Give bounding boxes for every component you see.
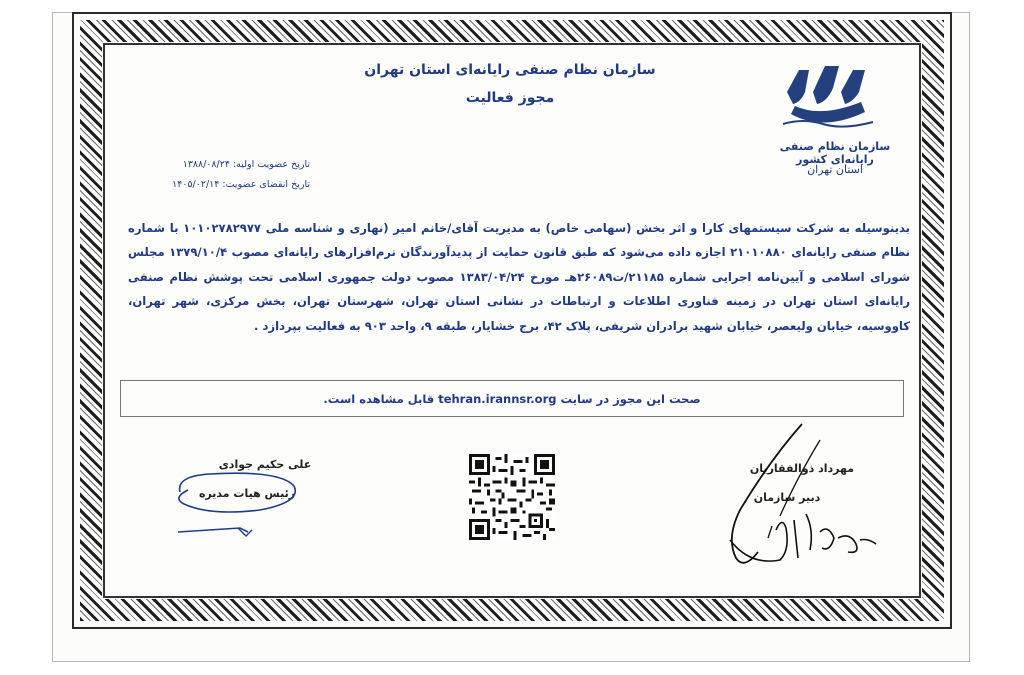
qr-code-icon[interactable] [469,454,555,540]
verification-prefix: صحت این مجوز در سایت [560,391,701,406]
chairman-signature-icon [170,470,300,550]
expiry-label: تاریخ انقضای عضویت: [222,179,310,190]
chairman-name: علی حکیم جوادی [218,458,312,471]
logo-province: استان تهران [807,163,863,176]
membership-dates [130,155,310,195]
expiry-row [130,175,310,195]
verification-suffix: قابل مشاهده است. [323,391,435,406]
secretary-signature-icon [710,420,880,580]
secretary-name: مهرداد ذوالفقاریان [749,462,855,475]
first-membership-label: تاریخ عضویت اولیه: [232,159,310,170]
logo-caption: سازمان نظام صنفی رایانه‌ای کشور [779,140,891,166]
first-membership-date: ۱۳۸۸/۰۸/۲۴ [182,159,230,170]
organization-title: سازمان نظام صنفی رایانه‌ای استان تهران [364,62,656,78]
certificate-title: مجوز فعالیت [465,90,555,106]
verification-site-link[interactable]: tehran.irannsr.org [438,391,557,406]
chairman-role: رئیس هیات مدیره [198,487,296,500]
first-membership-row [130,155,310,175]
expiry-date: ۱۴۰۵/۰۲/۱۴ [172,179,220,190]
license-body-text: بدینوسیله به شرکت سیستمهای کارا و اثر بخش (سهامی خاص) به مدیریت آقای/خانم امیر (نهاری و شناسه ملی ۱۰۱۰۲۷۸۲۹۷۷ با شماره نظام صنفی رایانه‌ای ۲۱۰۱۰۸۸۰ اجازه داده می‌شود که طبق قانون حمایت از پدیدآورندگان نرم‌افزارهای رایانه‌ای مصوب ۱۳۷۹/۱۰/۴ مجلس شورای اسلامی و آیین‌نامه اجرایی شماره ۲۱۱۸۵/ت۲۶۰۸۹هـ مورخ ۱۳۸۳/۰۴/۲۴ مصوب دولت جمهوری اسلامی تحت پوشش نظام صنفی رایانه‌ای استان تهران در زمینه فناوری اطلاعات و ارتباطات در نشانی استان تهران، شهرستان تهران، بخش مرکزی، شهر تهران، کاووسیه، خیابان ولیعصر، خیابان شهید برادران شریفی، پلاک ۴۲، برج خشایار، طبقه ۹، واحد ۹۰۳ به فعالیت بپردازد . [128,221,910,333]
secretary-role: دبیر سازمان [753,491,821,504]
verification-text [323,392,700,406]
verification-box [120,380,904,417]
